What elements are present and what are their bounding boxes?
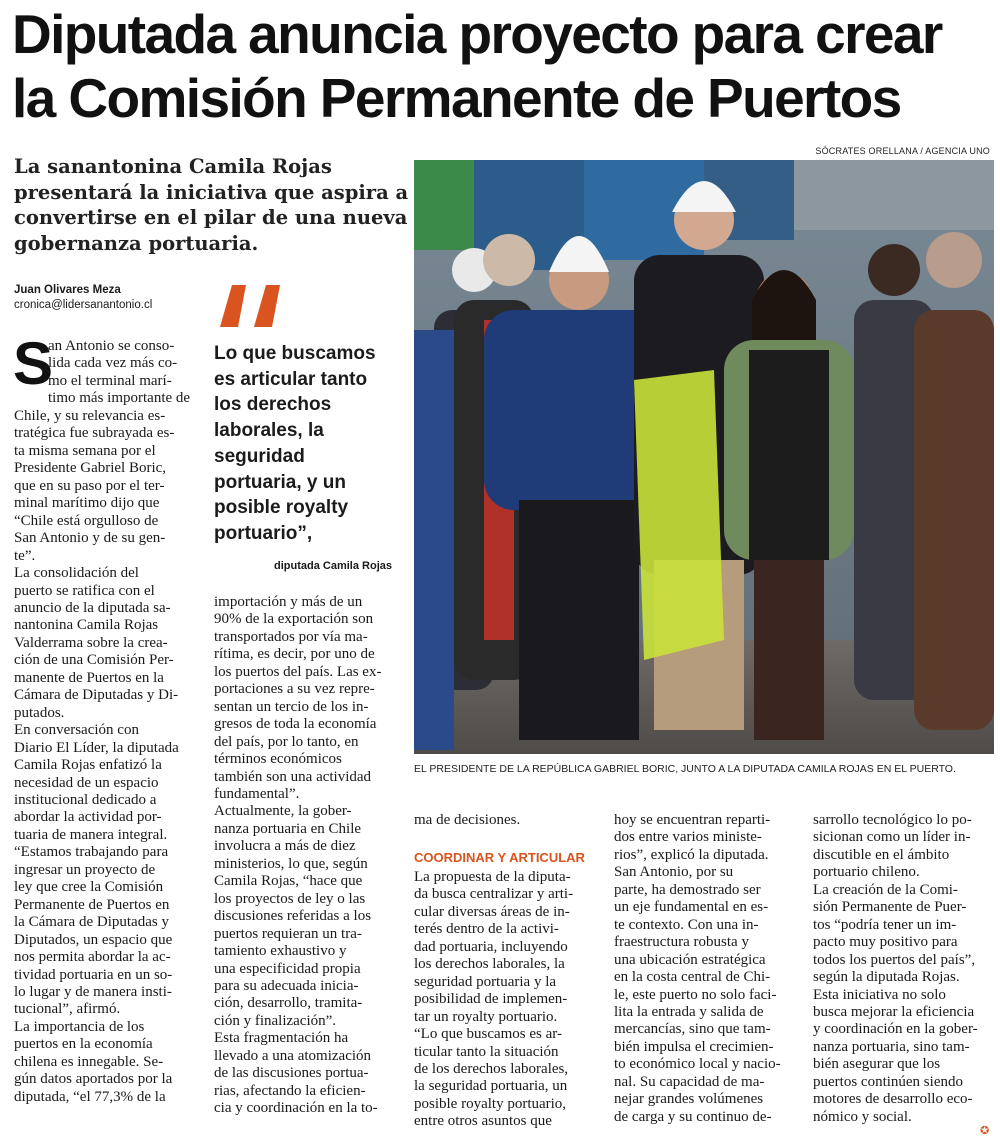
pull-quote-line: seguridad <box>214 445 305 467</box>
end-of-article-icon: ✪ <box>980 1124 990 1137</box>
text-line: ticular tanto la situación <box>414 1043 559 1060</box>
text-line: puerto se ratifica con el <box>14 582 155 599</box>
text-line: tar un royalty portuario. <box>414 1008 558 1025</box>
text-line: tratégica fue subrayada es- <box>14 425 175 442</box>
text-line: también son una actividad <box>214 768 372 785</box>
text-line: te contexto. Con una in- <box>614 916 759 933</box>
drop-cap: S <box>13 330 54 397</box>
pull-quote-line: posible royalty <box>214 497 349 519</box>
article-column-3-top <box>414 812 598 829</box>
text-line: la Cámara de Diputadas y <box>14 914 169 931</box>
dek-line: presentará la iniciativa que aspira a <box>14 180 409 204</box>
text-line: ingresar un proyecto de <box>14 861 156 878</box>
text-line: tucional”, afirmó. <box>14 1001 121 1018</box>
text-line: portuario chileno. <box>813 864 920 881</box>
text-line: institucional dedicado a <box>14 791 157 808</box>
text-line: “Chile está orgulloso de <box>14 512 159 529</box>
text-line: mo el terminal marí- <box>48 372 172 389</box>
text-line: portaciones a su vez repre- <box>214 681 375 698</box>
text-line: cular diversas áreas de in- <box>414 903 570 920</box>
headline-line-1: Diputada anuncia proyecto para crear <box>12 3 942 65</box>
text-line: que en su paso por el ter- <box>14 477 165 494</box>
text-line: nejar grandes volúmenes <box>614 1091 764 1108</box>
text-line: La propuesta de la diputa- <box>414 869 571 885</box>
text-line: pacto muy positivo para <box>813 934 958 951</box>
text-line: importación y más de un <box>214 594 363 610</box>
text-line: Diputados, un espacio que <box>14 931 173 948</box>
photo-illustration <box>414 160 994 754</box>
text-line: ción de una Comisión Per- <box>14 652 174 669</box>
text-line: puertos continúen siendo <box>813 1073 963 1090</box>
text-line: Esta iniciativa no solo <box>813 986 946 1003</box>
pull-quote-line: es articular tanto <box>214 368 368 390</box>
text-line: ción y finalización”. <box>214 1012 337 1029</box>
text-line: nanza portuaria en Chile <box>214 820 362 837</box>
text-line: bién asegurar que los <box>813 1056 941 1073</box>
text-line: nanza portuaria, sino tam- <box>813 1038 970 1055</box>
pull-quote-line: los derechos <box>214 394 332 416</box>
text-line: parte, ha demostrado ser <box>614 881 761 898</box>
text-line: motores de desarrollo eco- <box>813 1091 973 1108</box>
dek-line: gobernanza portuaria. <box>14 231 259 255</box>
text-line: minal marítimo dijo que <box>14 495 160 512</box>
text-line: tuaria de manera integral. <box>14 826 168 843</box>
pull-quote-line: portuario”, <box>214 522 313 544</box>
text-line: cia y coordinación en la to- <box>214 1100 378 1117</box>
text-line: nantonina Camila Rojas <box>14 617 159 634</box>
text-line: Presidente Gabriel Boric, <box>14 460 167 477</box>
pull-quote-attribution: diputada Camila Rojas <box>274 560 392 572</box>
text-line: rítima, es decir, por uno de <box>214 646 375 663</box>
text-line: según la diputada Rojas. <box>813 969 960 986</box>
text-line: rios”, explicó la diputada. <box>614 846 769 863</box>
text-line: involucra a más de diez <box>214 838 356 855</box>
text-line: sentan un tercio de los in- <box>214 698 369 715</box>
text-line: un eje fundamental en es- <box>614 899 769 916</box>
pull-quote <box>214 341 404 547</box>
text-line: dos entre varios ministe- <box>614 829 762 846</box>
text-line: tividad portuaria en un so- <box>14 966 173 983</box>
headline-line-2: la Comisión Permanente de Puertos <box>12 67 901 129</box>
text-line: de carga y su continuo de- <box>614 1108 772 1125</box>
text-line: términos económicos <box>214 751 342 768</box>
text-line: tamiento exhaustivo y <box>214 943 347 960</box>
text-line: lida cada vez más co- <box>48 355 178 372</box>
text-line: de las discusiones portua- <box>214 1065 369 1082</box>
news-photo <box>414 160 994 754</box>
text-line: posible royalty portuario, <box>414 1095 567 1112</box>
text-line: nómico y social. <box>813 1108 912 1125</box>
article-column-1 <box>14 408 198 1106</box>
text-line: nos permita abordar la ac- <box>14 949 171 966</box>
text-line: fundamental”. <box>214 785 300 802</box>
text-line: Chile, y su relevancia es- <box>14 408 166 424</box>
text-line: los proyectos de ley o las <box>214 890 366 907</box>
text-line: los puertos del país. Las ex- <box>214 663 382 680</box>
text-line: “Lo que buscamos es ar- <box>414 1026 562 1043</box>
text-line: sión Permanente de Puer- <box>813 899 967 916</box>
text-line: abordar la actividad por- <box>14 809 162 826</box>
text-line: ción, desarrollo, tramita- <box>214 995 363 1012</box>
article-column-1-wrap <box>48 338 198 408</box>
dek <box>14 154 409 256</box>
text-line: le, este puerto no solo faci- <box>614 986 777 1003</box>
text-line: fraestructura robusta y <box>614 934 749 951</box>
text-line: sicionan como un líder in- <box>813 829 971 846</box>
article-column-5 <box>813 812 997 1126</box>
text-line: Esta fragmentación ha <box>214 1030 349 1047</box>
text-line: 90% de la exportación son <box>214 611 374 628</box>
text-line: San Antonio y de su gen- <box>14 530 166 547</box>
text-line: llevado a una atomización <box>214 1047 372 1064</box>
byline <box>14 283 214 313</box>
text-line: mercancías, sino que tam- <box>614 1021 771 1038</box>
text-line: putados. <box>14 704 65 721</box>
text-line: to económico local y nacio- <box>614 1056 781 1073</box>
text-line: discutible en el ámbito <box>813 846 950 863</box>
text-line: ma de decisiones. <box>414 812 521 828</box>
text-line: La importancia de los <box>14 1018 145 1035</box>
pull-quote-line: portuaria, y un <box>214 471 346 493</box>
article-column-2 <box>214 594 398 1118</box>
section-subhead: COORDINAR Y ARTICULAR <box>414 850 585 865</box>
byline-author: Juan Olivares Meza <box>14 284 121 296</box>
text-line: discusiones referidas a los <box>214 908 372 925</box>
text-line: San Antonio, por su <box>614 864 734 881</box>
text-line: Cámara de Diputadas y Di- <box>14 687 179 704</box>
text-line: de los derechos laborales, <box>414 1060 569 1077</box>
text-line: gresos de toda la economía <box>214 716 377 733</box>
text-line: una ubicación estratégica <box>614 951 766 968</box>
text-line: manente de Puertos en la <box>14 669 164 686</box>
text-line: rias, afectando la eficien- <box>214 1082 366 1099</box>
text-line: una especificidad propia <box>214 960 361 977</box>
text-line: en la costa central de Chi- <box>614 969 771 986</box>
text-line: necesidad de un espacio <box>14 774 159 791</box>
text-line: timo más importante de <box>48 390 191 407</box>
text-line: gún datos aportados por la <box>14 1071 173 1088</box>
headline <box>12 2 992 130</box>
pull-quote-line: Lo que buscamos <box>214 343 376 364</box>
text-line: sarrollo tecnológico lo po- <box>813 812 972 828</box>
text-line: Permanente de Puertos en <box>14 896 170 913</box>
text-line: entre otros asuntos que <box>414 1113 552 1130</box>
text-line: y coordinación en la gober- <box>813 1021 978 1038</box>
text-line: tos “podría tener un im- <box>813 916 957 933</box>
text-line: la seguridad portuaria, un <box>414 1078 568 1095</box>
text-line: transportados por vía ma- <box>214 628 368 645</box>
text-line: Camila Rojas, “hace que <box>214 873 363 890</box>
text-line: Camila Rojas enfatizó la <box>14 757 162 774</box>
text-line: ta misma semana por el <box>14 442 156 459</box>
text-line: La consolidación del <box>14 565 139 582</box>
text-line: posibilidad de implemen- <box>414 991 568 1008</box>
text-line: puertos en la economía <box>14 1036 153 1053</box>
dek-line: La sanantonina Camila Rojas <box>14 155 332 178</box>
text-line: puertos requieran un tra- <box>214 925 362 942</box>
text-line: bién impulsa el crecimien- <box>614 1038 774 1055</box>
text-line: ley que cree la Comisión <box>14 879 164 896</box>
article-column-4 <box>614 812 798 1126</box>
text-line: todos los puertos del país”, <box>813 951 976 968</box>
text-line: Valderrama sobre la crea- <box>14 634 168 651</box>
text-line: hoy se encuentran reparti- <box>614 812 771 828</box>
text-line: para su adecuada inicia- <box>214 977 359 994</box>
text-line: te”. <box>14 547 36 564</box>
byline-email[interactable]: cronica@lidersanantonio.cl <box>14 299 153 311</box>
photo-caption: EL PRESIDENTE DE LA REPÚBLICA GABRIEL BORIC, JUNTO A LA DIPUTADA CAMILA ROJAS EN EL PUERTO. <box>414 763 956 775</box>
text-line: ministerios, lo que, según <box>214 855 368 872</box>
text-line: anuncio de la diputada sa- <box>14 599 171 616</box>
text-line: an Antonio se conso- <box>48 338 175 354</box>
text-line: lita la entrada y salida de <box>614 1003 764 1020</box>
quote-mark-icon <box>216 275 286 335</box>
text-line: Diario El Líder, la diputada <box>14 739 179 756</box>
text-line: dad portuaria, incluyendo <box>414 938 568 955</box>
text-line: nal. Su capacidad de ma- <box>614 1073 765 1090</box>
text-line: lo lugar y de manera insti- <box>14 983 172 1000</box>
text-line: seguridad portuaria y la <box>414 973 557 990</box>
text-line: Actualmente, la gober- <box>214 803 352 820</box>
text-line: da busca centralizar y arti- <box>414 886 574 903</box>
text-line: En conversación con <box>14 722 139 739</box>
text-line: diputada, “el 77,3% de la <box>14 1088 166 1105</box>
text-line: los derechos laborales, la <box>414 956 565 973</box>
article-column-3 <box>414 869 598 1131</box>
text-line: terés dentro de la activi- <box>414 921 559 938</box>
photo-credit: SÓCRATES ORELLANA / AGENCIA UNO <box>815 146 990 156</box>
text-line: La creación de la Comi- <box>813 881 958 898</box>
text-line: del país, por lo tanto, en <box>214 733 359 750</box>
dek-line: convertirse en el pilar de una nueva <box>14 206 408 229</box>
text-line: busca mejorar la eficiencia <box>813 1003 975 1020</box>
text-line: “Estamos trabajando para <box>14 844 169 861</box>
text-line: chilena es innegable. Se- <box>14 1053 164 1070</box>
pull-quote-line: laborales, la <box>214 420 324 442</box>
